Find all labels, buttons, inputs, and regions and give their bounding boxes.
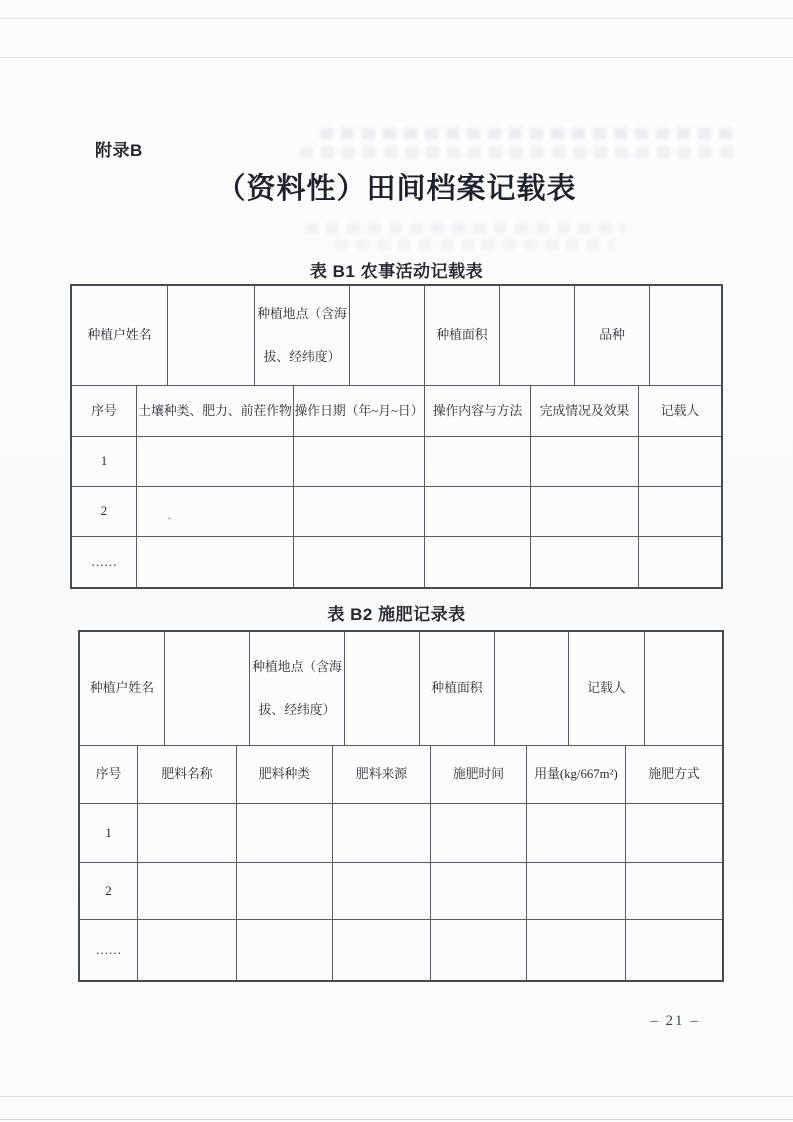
table-cell: [237, 804, 333, 863]
b1-variety-value: [650, 286, 721, 386]
bleed-through-artifact: [320, 128, 740, 139]
b2-planting-area-value: [495, 632, 569, 746]
table-cell: [333, 804, 431, 863]
b1-planting-location-label: 种植地点（含海拔、经纬度）: [255, 286, 350, 386]
b2-col-fertilizer-type: 肥料种类: [237, 746, 333, 804]
b1-col-operation-content-method: 操作内容与方法: [425, 386, 531, 437]
table-cell: [137, 437, 294, 487]
b1-col-recorder: 记载人: [639, 386, 721, 437]
table-cell: [425, 437, 531, 487]
b2-row3-serial: ……: [80, 920, 138, 980]
b2-planting-area-label: 种植面积: [420, 632, 495, 746]
table-cell: [527, 863, 626, 920]
scan-artifact-line: [0, 1096, 793, 1097]
table-cell: [138, 920, 237, 980]
b2-row1-serial: 1: [80, 804, 138, 863]
b2-recorder-value: [645, 632, 722, 746]
b1-row2-serial: 2: [72, 487, 137, 537]
b1-planting-area-label: 种植面积: [425, 286, 500, 386]
b1-row3-serial: ……: [72, 537, 137, 587]
table-cell: [431, 863, 527, 920]
table-cell: [425, 487, 531, 537]
bleed-through-artifact: [335, 239, 615, 250]
table-cell: [138, 863, 237, 920]
b1-planting-location-value: [350, 286, 425, 386]
table-cell: [138, 804, 237, 863]
document-title: （资料性）田间档案记载表: [216, 173, 577, 205]
table-cell: [237, 920, 333, 980]
b2-row2-serial: 2: [80, 863, 138, 920]
bleed-through-artifact: [300, 147, 740, 158]
table-cell: [639, 437, 721, 487]
scan-artifact-line: [0, 57, 793, 58]
table-cell: [425, 537, 531, 587]
b1-col-soil-fertility-previous-crop: 土壤种类、肥力、前茬作物: [137, 386, 294, 437]
b2-grower-name-label: 种植户姓名: [80, 632, 165, 746]
scan-artifact-line: [0, 1119, 793, 1120]
b2-planting-location-label: 种植地点（含海拔、经纬度）: [250, 632, 345, 746]
table-cell: [294, 537, 425, 587]
b1-col-operation-date: 操作日期（年~月~日）: [294, 386, 425, 437]
b2-col-fertilization-method: 施肥方式: [626, 746, 722, 804]
b1-grower-name-value: [168, 286, 255, 386]
b1-col-completion-effect: 完成情况及效果: [531, 386, 639, 437]
farm-activity-record-table: [70, 284, 723, 589]
fertilization-record-table: [78, 630, 724, 982]
table-cell: [294, 487, 425, 537]
table-cell: [626, 920, 722, 980]
b2-col-fertilizer-source: 肥料来源: [333, 746, 431, 804]
appendix-label: 附录B: [95, 141, 143, 160]
table-cell: [527, 920, 626, 980]
table-cell: [626, 863, 722, 920]
table-cell: [294, 437, 425, 487]
page-number: – 21 –: [650, 1013, 700, 1029]
b1-row1-serial: 1: [72, 437, 137, 487]
table-cell: [333, 863, 431, 920]
table-cell: [639, 487, 721, 537]
b1-col-serial-number: 序号: [72, 386, 137, 437]
table-cell: [431, 804, 527, 863]
table-cell: [237, 863, 333, 920]
table-cell: [531, 537, 639, 587]
b2-col-serial-number: 序号: [80, 746, 138, 804]
b2-col-fertilization-time: 施肥时间: [431, 746, 527, 804]
b2-planting-location-value: [345, 632, 420, 746]
b2-col-dosage: 用量(kg/667m²): [527, 746, 626, 804]
table-cell: [531, 487, 639, 537]
table-cell: [137, 537, 294, 587]
b2-col-fertilizer-name: 肥料名称: [138, 746, 237, 804]
b2-grower-name-value: [165, 632, 250, 746]
table-cell: [531, 437, 639, 487]
table-cell: [431, 920, 527, 980]
b2-recorder-label: 记载人: [569, 632, 645, 746]
table-cell: [527, 804, 626, 863]
b1-variety-label: 品种: [575, 286, 650, 386]
b1-planting-area-value: [500, 286, 575, 386]
table-cell: [333, 920, 431, 980]
b1-grower-name-label: 种植户姓名: [72, 286, 168, 386]
table-cell: [137, 487, 294, 537]
table-b2-caption: 表 B2 施肥记录表: [327, 605, 466, 624]
table-cell: [626, 804, 722, 863]
scan-artifact-line: [0, 18, 793, 19]
table-b1-caption: 表 B1 农事活动记载表: [309, 262, 484, 281]
bleed-through-artifact: [305, 223, 625, 234]
table-cell: [639, 537, 721, 587]
